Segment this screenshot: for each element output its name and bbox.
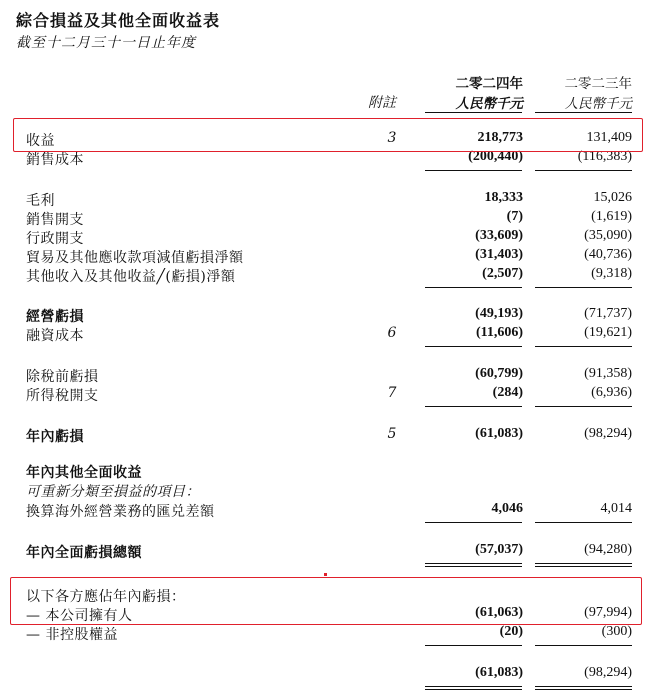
row-label: 貿易及其他應收款項減值虧損淨額 (26, 250, 244, 266)
row-exchange-differences (0, 501, 660, 521)
value-2024: (11,606) (475, 325, 523, 340)
row-label: 換算海外經營業務的匯兑差額 (26, 504, 215, 520)
row-label: 收益 (26, 133, 55, 149)
row-label: 年內虧損 (26, 429, 84, 445)
header-rule-2024 (425, 112, 522, 113)
row-label: 銷售開支 (26, 212, 84, 228)
value-2024: (49,193) (475, 306, 523, 321)
value-2023: (71,737) (584, 306, 632, 321)
value-2024: (284) (492, 385, 523, 400)
value-2023: (97,994) (584, 605, 632, 620)
row-reclassifiable-heading (0, 481, 660, 501)
row-label: 其他收入及其他收益╱(虧損)淨額 (26, 269, 236, 285)
row-selling-expenses (0, 209, 660, 229)
value-2023: (19,621) (584, 325, 632, 340)
row-note: 6 (387, 325, 397, 341)
subtotal-rule-2024 (425, 287, 522, 288)
value-2024: (20) (499, 624, 523, 639)
value-2024: 4,046 (491, 501, 523, 516)
column-header-note: 附註 (368, 95, 396, 111)
statement-subtitle: 截至十二月三十一日止年度 (16, 35, 196, 51)
value-2024: (61,083) (475, 665, 523, 680)
value-2024: (61,063) (475, 605, 523, 620)
subtotal-rule-2024 (425, 346, 522, 347)
subtotal-rule-2023 (535, 645, 632, 646)
row-label: 年內其他全面收益 (26, 465, 142, 481)
row-label: 可重新分類至損益的項目： (26, 484, 200, 500)
row-label: 除稅前虧損 (26, 369, 99, 385)
value-2024: (7) (506, 209, 523, 224)
double-rule-2024-top (425, 686, 522, 687)
subtotal-rule-2023 (535, 170, 632, 171)
row-oci-heading (0, 462, 660, 482)
row-impairment-losses (0, 247, 660, 267)
value-2024: (60,799) (475, 366, 523, 381)
row-gross-profit (0, 190, 660, 210)
row-label: 銷售成本 (26, 152, 84, 168)
row-label: 毛利 (26, 193, 55, 209)
subtotal-rule-2024 (425, 406, 522, 407)
value-2023: (6,936) (591, 385, 632, 400)
row-loss-before-tax (0, 366, 660, 386)
row-income-tax (0, 385, 660, 405)
double-rule-2024-bottom (425, 689, 522, 690)
value-2023: 15,026 (593, 190, 632, 205)
subtotal-rule-2023 (535, 346, 632, 347)
highlight-box-attributable (10, 577, 642, 625)
row-loss-for-year (0, 426, 660, 446)
double-rule-2023-bottom (535, 689, 632, 690)
value-2023: (94,280) (584, 542, 632, 557)
row-note: 5 (387, 426, 397, 442)
value-2023: (116,383) (577, 149, 632, 164)
row-note: 7 (387, 385, 397, 401)
row-note: 3 (387, 130, 397, 146)
row-total-comprehensive-loss (0, 542, 660, 562)
double-rule-2023-bottom (535, 566, 632, 567)
value-2023: (300) (601, 624, 632, 639)
row-label: 經營虧損 (26, 309, 84, 325)
double-rule-2024-bottom (425, 566, 522, 567)
value-2023: (98,294) (584, 426, 632, 441)
value-2024: (2,507) (482, 266, 523, 281)
row-label: 行政開支 (26, 231, 84, 247)
row-non-controlling-interests (0, 624, 660, 644)
row-attributable-total (0, 665, 660, 685)
highlight-marker (324, 573, 327, 576)
row-other-income (0, 266, 660, 286)
row-finance-costs (0, 325, 660, 345)
row-label: 以下各方應佔年內虧損： (26, 589, 186, 605)
value-2023: (40,736) (584, 247, 632, 262)
subtotal-rule-2023 (535, 522, 632, 523)
row-operating-loss (0, 306, 660, 326)
subtotal-rule-2024 (425, 170, 522, 171)
value-2024: (33,609) (475, 228, 523, 243)
statement-title: 綜合損益及其他全面收益表 (16, 11, 221, 30)
double-rule-2023-top (535, 686, 632, 687)
row-label: 年內全面虧損總額 (26, 545, 142, 561)
value-2024: (57,037) (475, 542, 523, 557)
value-2023: (35,090) (584, 228, 632, 243)
value-2024: (61,083) (475, 426, 523, 441)
value-2024: 218,773 (477, 130, 523, 145)
column-header-2024-year: 二零二四年 (455, 76, 523, 92)
column-header-2023-unit: 人民幣千元 (564, 96, 632, 112)
value-2023: (1,619) (591, 209, 632, 224)
row-cost-of-sales (0, 149, 660, 169)
row-label: 融資成本 (26, 328, 84, 344)
value-2024: (200,440) (468, 149, 523, 164)
value-2023: 131,409 (586, 130, 632, 145)
header-rule-2023 (535, 112, 632, 113)
row-label: — 非控股權益 (26, 627, 118, 643)
column-header-2023-year: 二零二三年 (564, 76, 632, 92)
value-2024: (31,403) (475, 247, 523, 262)
row-label: — 本公司擁有人 (26, 608, 133, 624)
row-admin-expenses (0, 228, 660, 248)
value-2023: (9,318) (591, 266, 632, 281)
subtotal-rule-2024 (425, 522, 522, 523)
value-2023: 4,014 (600, 501, 632, 516)
subtotal-rule-2024 (425, 645, 522, 646)
double-rule-2024-top (425, 563, 522, 564)
double-rule-2023-top (535, 563, 632, 564)
value-2023: (91,358) (584, 366, 632, 381)
highlight-box-revenue (13, 118, 643, 152)
subtotal-rule-2023 (535, 406, 632, 407)
row-label: 所得稅開支 (26, 388, 99, 404)
subtotal-rule-2023 (535, 287, 632, 288)
value-2023: (98,294) (584, 665, 632, 680)
column-header-2024-unit: 人民幣千元 (455, 96, 523, 112)
value-2024: 18,333 (484, 190, 523, 205)
